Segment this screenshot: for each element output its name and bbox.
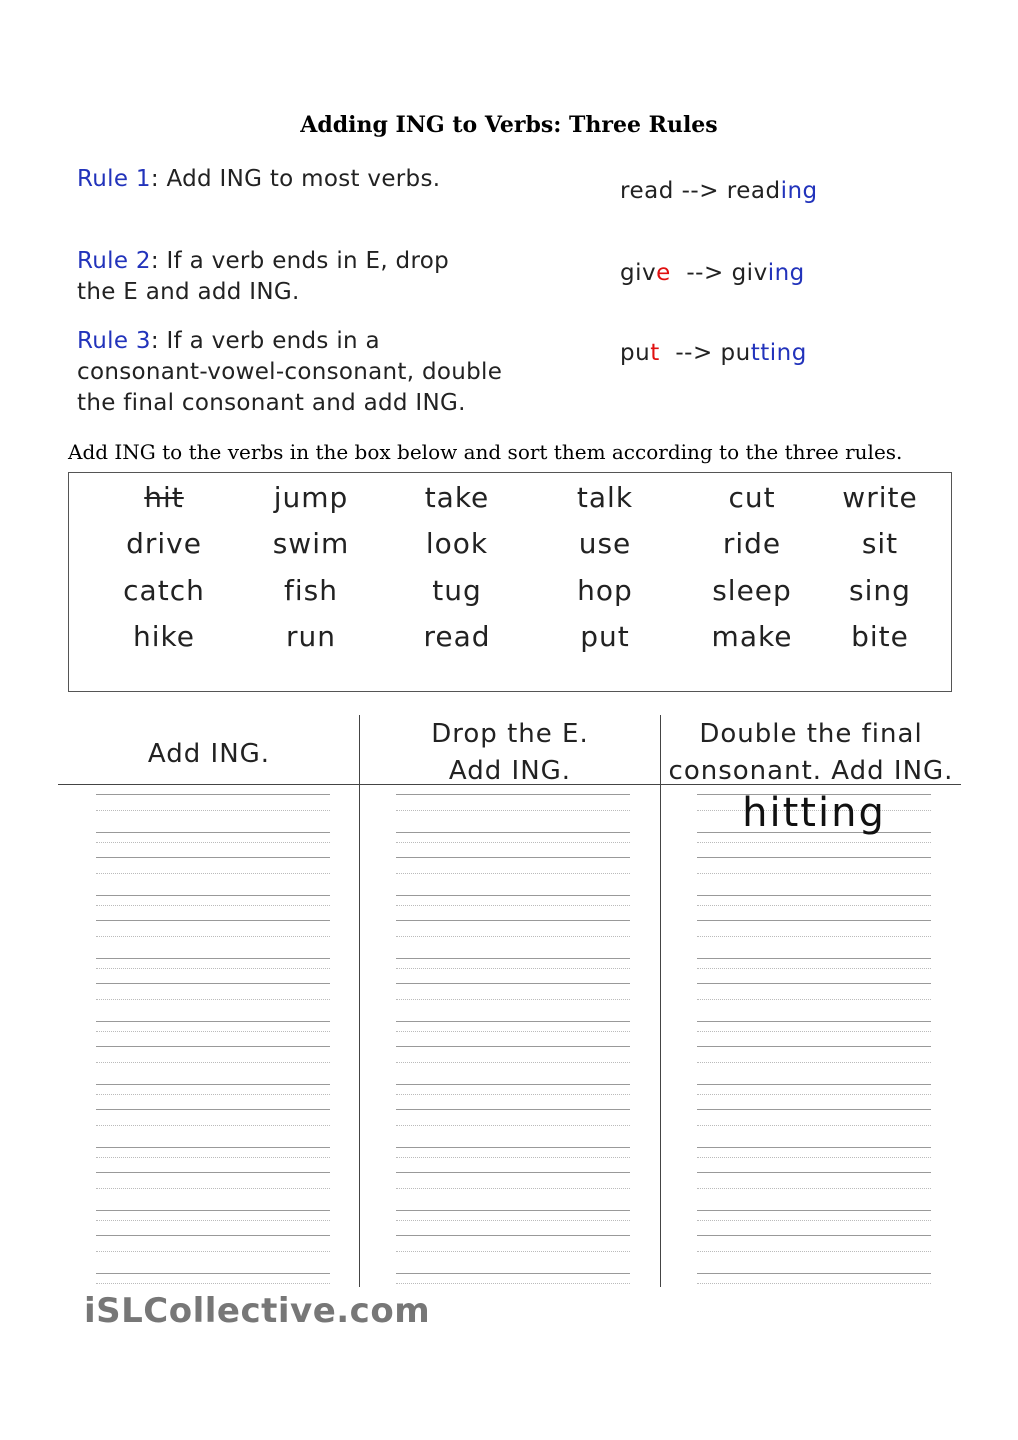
dotted-guide-line <box>396 1125 630 1126</box>
dotted-guide-line <box>697 1283 931 1284</box>
column-header-drop-e <box>360 716 660 790</box>
rule-2-text: : If a verb ends in E, drop <box>150 248 449 274</box>
word-item: jump <box>273 481 349 514</box>
word-item: hop <box>577 574 633 607</box>
example-2-result: giv <box>731 260 768 286</box>
dotted-guide-line <box>697 842 931 843</box>
solid-writing-line <box>96 1046 330 1047</box>
dotted-guide-line <box>396 999 630 1000</box>
solid-writing-line <box>697 857 931 858</box>
solid-writing-line <box>697 895 931 896</box>
dotted-guide-line <box>697 905 931 906</box>
solid-writing-line <box>697 1046 931 1047</box>
dotted-guide-line <box>697 1031 931 1032</box>
column-header-add-ing <box>60 736 358 773</box>
solid-writing-line <box>396 857 630 858</box>
dotted-guide-line <box>697 1251 931 1252</box>
word-item: use <box>578 527 632 560</box>
dotted-guide-line <box>96 1188 330 1189</box>
solid-writing-line <box>396 794 630 795</box>
site-logo: iSLCollective.com <box>84 1291 431 1331</box>
dotted-guide-line <box>396 1283 630 1284</box>
solid-writing-line <box>396 895 630 896</box>
solid-writing-line <box>396 958 630 959</box>
dotted-guide-line <box>697 1220 931 1221</box>
solid-writing-line <box>96 794 330 795</box>
word-item: sing <box>849 574 911 607</box>
rule-2-label: Rule 2 <box>77 248 151 274</box>
rule-1-text: : Add ING to most verbs. <box>150 166 441 192</box>
dotted-guide-line <box>96 1283 330 1284</box>
solid-writing-line <box>396 920 630 921</box>
word-item: hit <box>144 481 184 514</box>
dotted-guide-line <box>96 1251 330 1252</box>
solid-writing-line <box>396 983 630 984</box>
rule-3-text-line2: consonant-vowel-consonant, double <box>77 359 503 385</box>
dotted-guide-line <box>396 1031 630 1032</box>
example-3-result: pu <box>720 340 751 366</box>
dotted-guide-line <box>697 1062 931 1063</box>
example-3-result-suffix: tting <box>750 340 807 366</box>
solid-writing-line <box>697 983 931 984</box>
example-2-arrow: --> <box>670 260 732 286</box>
word-item: read <box>423 620 491 653</box>
word-item: talk <box>576 481 634 514</box>
solid-writing-line <box>96 1109 330 1110</box>
column-divider-2 <box>660 715 661 1287</box>
dotted-guide-line <box>96 1125 330 1126</box>
word-item: ride <box>722 527 782 560</box>
solid-writing-line <box>96 983 330 984</box>
word-item: put <box>580 620 630 653</box>
solid-writing-line <box>96 1273 330 1274</box>
word-item: fish <box>284 574 338 607</box>
dotted-guide-line <box>697 873 931 874</box>
dotted-guide-line <box>96 1220 330 1221</box>
dotted-guide-line <box>697 936 931 937</box>
instruction-text: Add ING to the verbs in the box below and sort them according to the three rules. <box>68 440 903 464</box>
solid-writing-line <box>396 1235 630 1236</box>
example-2-result-suffix: ing <box>767 260 805 286</box>
rule-1-label: Rule 1 <box>77 166 151 192</box>
example-2-base-highlight: e <box>656 260 671 286</box>
rule-3 <box>77 326 502 419</box>
dotted-guide-line <box>697 1125 931 1126</box>
example-1-base: read <box>620 178 674 204</box>
rule-2 <box>77 246 449 308</box>
rule-3-text: : If a verb ends in a <box>150 328 380 354</box>
word-item: swim <box>272 527 350 560</box>
rule-2-text-line2: the E and add ING. <box>77 279 300 305</box>
solid-writing-line <box>96 1210 330 1211</box>
dotted-guide-line <box>396 1220 630 1221</box>
solid-writing-line <box>396 832 630 833</box>
column-header-drop-e-line1: Drop the E. <box>431 719 589 749</box>
solid-writing-line <box>697 1021 931 1022</box>
solid-writing-line <box>96 1172 330 1173</box>
example-1-arrow: --> <box>673 178 727 204</box>
solid-writing-line <box>697 1210 931 1211</box>
solid-writing-line <box>96 857 330 858</box>
solid-writing-line <box>396 1084 630 1085</box>
word-item: sit <box>861 527 899 560</box>
dotted-guide-line <box>396 936 630 937</box>
solid-writing-line <box>396 1273 630 1274</box>
rule-3-label: Rule 3 <box>77 328 151 354</box>
solid-writing-line <box>96 1084 330 1085</box>
solid-writing-line <box>697 1147 931 1148</box>
example-3-base: pu <box>620 340 651 366</box>
dotted-guide-line <box>96 1094 330 1095</box>
solid-writing-line <box>697 920 931 921</box>
handwritten-answer: hitting <box>742 790 886 836</box>
column-header-double-consonant-line1: Double the final <box>699 719 923 749</box>
solid-writing-line <box>96 895 330 896</box>
example-2 <box>620 260 805 286</box>
dotted-guide-line <box>396 1157 630 1158</box>
example-1-result: read <box>726 178 781 204</box>
dotted-guide-line <box>697 999 931 1000</box>
writing-lines-add-ing[interactable] <box>96 794 330 1274</box>
dotted-guide-line <box>396 1094 630 1095</box>
dotted-guide-line <box>697 1157 931 1158</box>
solid-writing-line <box>96 1021 330 1022</box>
solid-writing-line <box>96 920 330 921</box>
dotted-guide-line <box>96 1062 330 1063</box>
dotted-guide-line <box>396 842 630 843</box>
dotted-guide-line <box>96 842 330 843</box>
dotted-guide-line <box>96 999 330 1000</box>
word-item: make <box>711 620 793 653</box>
word-item: write <box>842 481 918 514</box>
word-item: tug <box>432 574 482 607</box>
example-1 <box>620 178 818 204</box>
solid-writing-line <box>697 958 931 959</box>
word-item: drive <box>126 527 202 560</box>
column-divider-1 <box>359 715 360 1287</box>
solid-writing-line <box>96 958 330 959</box>
dotted-guide-line <box>396 1251 630 1252</box>
word-item: catch <box>123 574 205 607</box>
word-item: hike <box>133 620 195 653</box>
writing-lines-double-consonant[interactable] <box>697 794 931 1274</box>
dotted-guide-line <box>96 1157 330 1158</box>
dotted-guide-line <box>396 968 630 969</box>
dotted-guide-line <box>396 1062 630 1063</box>
column-header-double-consonant-line2: consonant. Add ING. <box>668 756 954 786</box>
word-item: cut <box>728 481 776 514</box>
dotted-guide-line <box>697 1094 931 1095</box>
word-item: look <box>425 527 489 560</box>
dotted-guide-line <box>96 905 330 906</box>
word-item: run <box>285 620 336 653</box>
solid-writing-line <box>96 1147 330 1148</box>
solid-writing-line <box>396 1172 630 1173</box>
solid-writing-line <box>697 1235 931 1236</box>
solid-writing-line <box>396 1210 630 1211</box>
writing-lines-drop-e[interactable] <box>396 794 630 1274</box>
dotted-guide-line <box>96 936 330 937</box>
example-1-result-suffix: ing <box>780 178 818 204</box>
column-header-double-consonant <box>661 716 961 790</box>
column-header-drop-e-line2: Add ING. <box>448 756 572 786</box>
dotted-guide-line <box>396 1188 630 1189</box>
dotted-guide-line <box>96 1031 330 1032</box>
solid-writing-line <box>396 1046 630 1047</box>
example-2-base: giv <box>620 260 657 286</box>
column-header-add-ing-line1: Add ING. <box>147 739 271 769</box>
word-item: take <box>424 481 490 514</box>
dotted-guide-line <box>396 810 630 811</box>
dotted-guide-line <box>697 968 931 969</box>
solid-writing-line <box>697 1273 931 1274</box>
example-3-base-highlight: t <box>650 340 660 366</box>
solid-writing-line <box>96 832 330 833</box>
solid-writing-line <box>697 1172 931 1173</box>
dotted-guide-line <box>697 1188 931 1189</box>
solid-writing-line <box>697 1109 931 1110</box>
word-item: sleep <box>712 574 792 607</box>
worksheet-title: Adding ING to Verbs: Three Rules <box>300 112 718 138</box>
dotted-guide-line <box>96 810 330 811</box>
solid-writing-line <box>396 1021 630 1022</box>
dotted-guide-line <box>396 873 630 874</box>
solid-writing-line <box>396 1109 630 1110</box>
rule-1 <box>77 164 440 195</box>
solid-writing-line <box>697 1084 931 1085</box>
solid-writing-line <box>96 1235 330 1236</box>
example-3-arrow: --> <box>659 340 721 366</box>
dotted-guide-line <box>96 873 330 874</box>
dotted-guide-line <box>396 905 630 906</box>
solid-writing-line <box>396 1147 630 1148</box>
rule-3-text-line3: the final consonant and add ING. <box>77 390 466 416</box>
example-3 <box>620 340 807 366</box>
dotted-guide-line <box>96 968 330 969</box>
word-item: bite <box>851 620 909 653</box>
